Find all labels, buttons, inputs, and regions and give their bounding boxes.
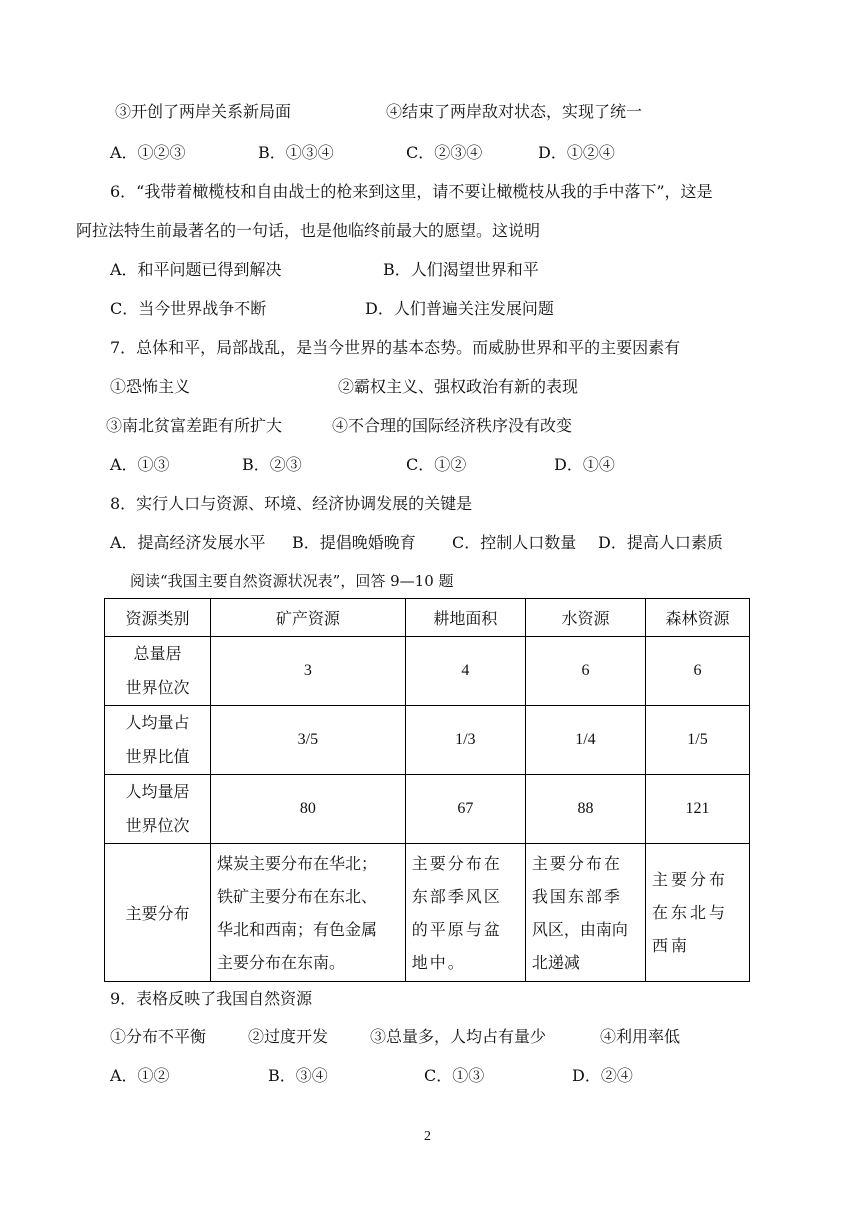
- table-header-row: [105, 599, 750, 637]
- q9-choice-b: B．③④: [268, 1066, 328, 1085]
- q9-option-4: ④利用率低: [600, 1027, 681, 1046]
- q5-choice-c: C．②③④: [406, 143, 483, 162]
- q6-stem-line-1: 6．“我带着橄榄枝和自由战士的枪来到这里，请不要让橄榄枝从我的手中落下”，这是: [110, 182, 713, 201]
- q5-choice-d: D．①②④: [538, 143, 615, 162]
- q9-option-2: ②过度开发: [248, 1027, 329, 1046]
- cell-value: 6: [525, 637, 645, 706]
- table-intro: 阅读“我国主要自然资源状况表”，回答 9—10 题: [130, 572, 454, 590]
- cell-value: 121: [646, 775, 750, 844]
- q9-choice-a: A．①②: [110, 1066, 170, 1085]
- cell-value: 80: [210, 775, 405, 844]
- q5-choice-b: B．①③④: [258, 143, 334, 162]
- q6-choice-b: B．人们渴望世界和平: [383, 260, 539, 279]
- q6-choice-c: C．当今世界战争不断: [110, 299, 267, 318]
- cell-value: 1/4: [525, 706, 645, 775]
- q9-stem: 9．表格反映了我国自然资源: [110, 989, 313, 1008]
- row-label: 主要分布: [105, 844, 211, 982]
- header-category: 资源类别: [105, 599, 211, 637]
- cell-value: 67: [405, 775, 525, 844]
- cell-value: 4: [405, 637, 525, 706]
- q8-choice-b: B．提倡晚婚晚育: [292, 533, 416, 552]
- cell-value: 1/3: [405, 706, 525, 775]
- q8-choice-c: C．控制人口数量: [452, 533, 577, 552]
- cell-value: 6: [646, 637, 750, 706]
- header-arable: 耕地面积: [405, 599, 525, 637]
- q9-option-3: ③总量多，人均占有量少: [370, 1027, 547, 1046]
- q6-choice-a: A．和平问题已得到解决: [110, 260, 282, 279]
- q7-choice-c: C．①②: [406, 455, 467, 474]
- q7-stem: 7．总体和平，局部战乱，是当今世界的基本态势。而威胁世界和平的主要因素有: [110, 338, 681, 357]
- table-row: [105, 637, 750, 706]
- header-mineral: 矿产资源: [210, 599, 405, 637]
- q6-choice-d: D．人们普遍关注发展问题: [365, 299, 554, 318]
- q5-option-3: ③开创了两岸关系新局面: [115, 102, 292, 121]
- q8-choice-d: D．提高人口素质: [598, 533, 723, 552]
- q8-stem: 8．实行人口与资源、环境、经济协调发展的关键是: [110, 494, 473, 513]
- cell-water-distribution: 主要分布在 我国东部季 风区，由南向 北递减: [525, 844, 645, 982]
- q7-option-3: ③南北贫富差距有所扩大: [106, 416, 283, 435]
- page-number: 2: [424, 1129, 431, 1144]
- q7-choice-d: D．①④: [554, 455, 615, 474]
- q7-option-4: ④不合理的国际经济秩序没有改变: [332, 416, 573, 435]
- q6-stem-line-2: 阿拉法特生前最著名的一句话，也是他临终前最大的愿望。这说明: [76, 221, 541, 240]
- table-row: [105, 775, 750, 844]
- q7-choice-a: A．①③: [110, 455, 170, 474]
- cell-value: 88: [525, 775, 645, 844]
- cell-value: 1/5: [646, 706, 750, 775]
- cell-mineral-distribution: 煤炭主要分布在华北； 铁矿主要分布在东北、 华北和西南；有色金属 主要分布在东南。: [210, 844, 405, 982]
- table-row-distribution: [105, 844, 750, 982]
- row-label: 人均量居 世界位次: [105, 775, 211, 844]
- row-label: 总量居 世界位次: [105, 637, 211, 706]
- resource-table: [104, 598, 750, 982]
- q9-choice-c: C．①③: [424, 1066, 485, 1085]
- q8-choice-a: A．提高经济发展水平: [110, 533, 266, 552]
- q9-option-1: ①分布不平衡: [110, 1027, 207, 1046]
- cell-arable-distribution: 主要分布在 东部季风区 的平原与盆 地中。: [405, 844, 525, 982]
- q5-option-4: ④结束了两岸敌对状态，实现了统一: [386, 102, 643, 121]
- cell-forest-distribution: 主要分布 在东北与 西南: [646, 844, 750, 982]
- table-row: [105, 706, 750, 775]
- q5-choice-a: A．①②③: [110, 143, 186, 162]
- q7-option-1: ①恐怖主义: [110, 377, 191, 396]
- q7-option-2: ②霸权主义、强权政治有新的表现: [338, 377, 579, 396]
- q9-choice-d: D．②④: [572, 1066, 633, 1085]
- cell-value: 3: [210, 637, 405, 706]
- header-water: 水资源: [525, 599, 645, 637]
- cell-value: 3/5: [210, 706, 405, 775]
- q7-choice-b: B．②③: [242, 455, 302, 474]
- row-label: 人均量占 世界比值: [105, 706, 211, 775]
- header-forest: 森林资源: [646, 599, 750, 637]
